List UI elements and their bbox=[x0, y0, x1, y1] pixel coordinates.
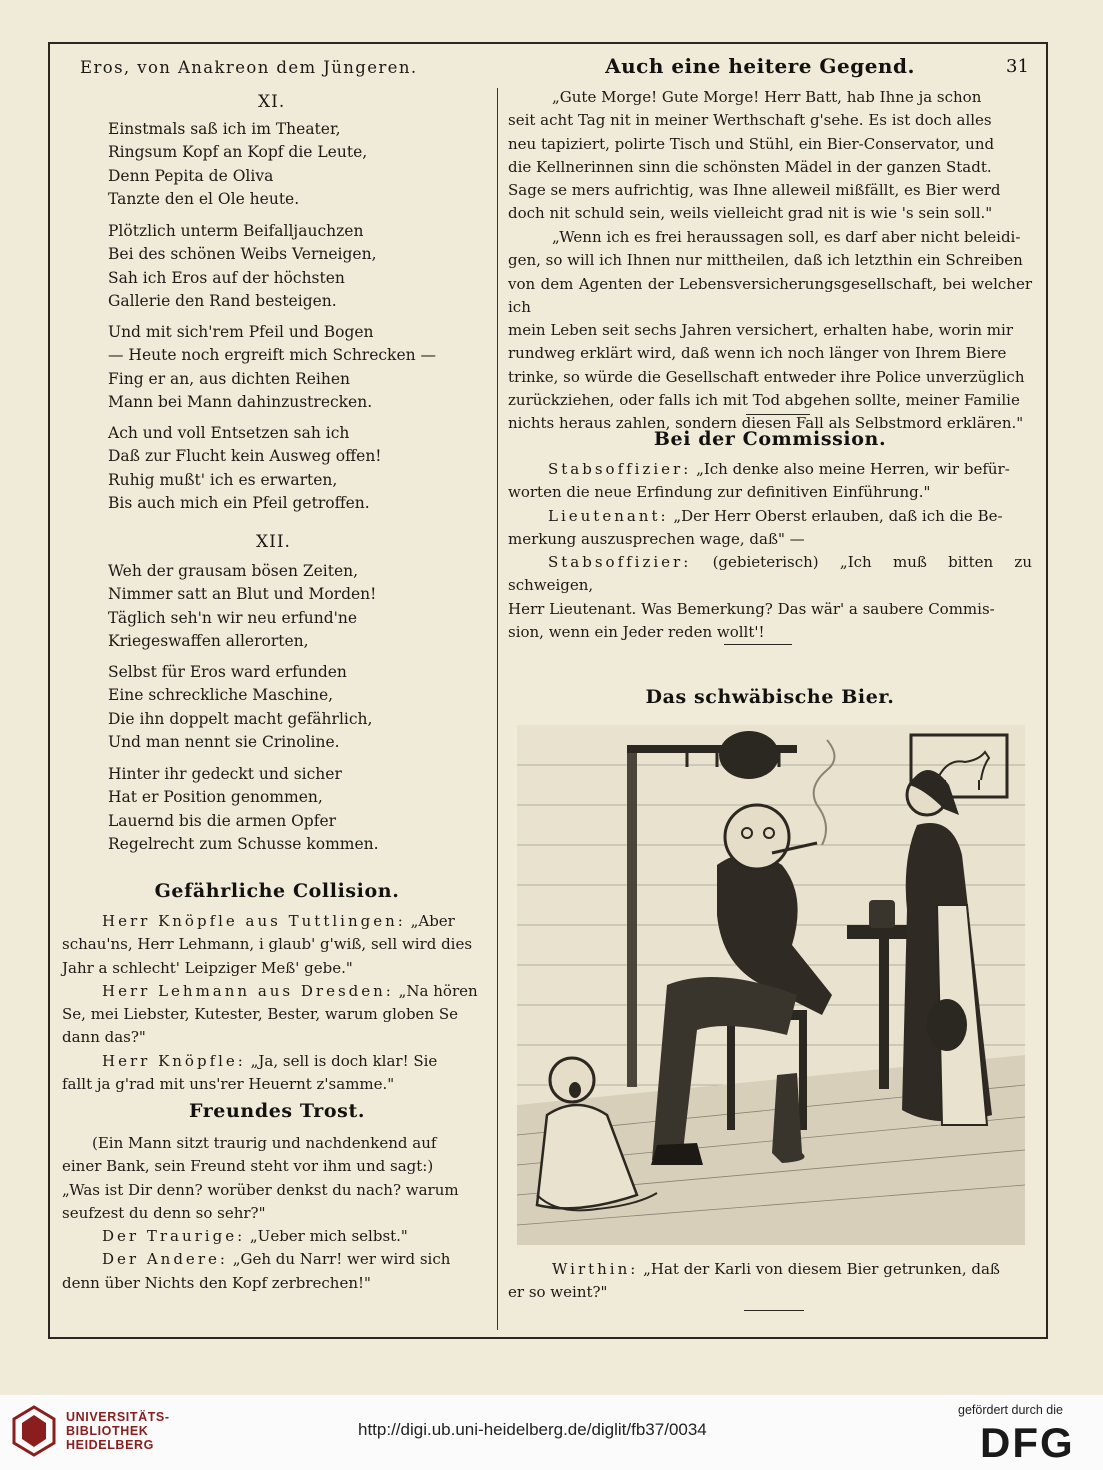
frame-left-rule bbox=[48, 42, 50, 1339]
verse-line: Gallerie den Rand besteigen. bbox=[108, 291, 337, 310]
speech-text: „Der Herr Oberst erlauben, daß ich die Be- bbox=[673, 506, 1003, 525]
prose-line: „Wenn ich es frei heraussagen soll, es darf aber nicht beleidi- bbox=[552, 228, 1021, 246]
verse-line: Einstmals saß ich im Theater, bbox=[108, 120, 341, 138]
speech-text: Se, mei Liebster, Kutester, Bester, warum globen Se bbox=[62, 1005, 459, 1024]
column-divider bbox=[497, 88, 498, 1330]
speaker-name: Wirthin: bbox=[552, 1260, 639, 1278]
speaker-name: Stabsoffizier: bbox=[548, 460, 692, 478]
dfg-logo: DFG bbox=[980, 1419, 1075, 1466]
speech-text: worten die neue Erfindung zur definitiven Einführung." bbox=[508, 483, 931, 502]
speech-text: dann das?" bbox=[62, 1028, 146, 1047]
commission-text bbox=[508, 458, 1032, 644]
verse-line: Lauernd bis die armen Opfer bbox=[108, 811, 337, 830]
trost-title: Freundes Trost. bbox=[188, 1100, 366, 1122]
speaker-name: Herr Knöpfle: bbox=[102, 1051, 246, 1070]
prose-line: doch nit schuld sein, weils vielleicht grad nit is wie 's sein soll." bbox=[508, 204, 993, 223]
poem-xi-numeral: XI. bbox=[258, 92, 286, 112]
speech-text: „Ja, sell is doch klar! Sie bbox=[250, 1051, 438, 1070]
speech-text: Jahr a schlecht' Leipziger Meß' gebe." bbox=[62, 958, 353, 977]
prose-line: trinke, so würde die Gesellschaft entweder ihre Police unverzüglich bbox=[508, 367, 1025, 386]
prose-line: gen, so will ich Ihnen nur mittheilen, daß ich letzthin ein Schreiben bbox=[508, 251, 1023, 270]
prose-line: die Kellnerinnen sinn die schönsten Mädel in der ganzen Stadt. bbox=[508, 157, 992, 176]
engraving-illustration bbox=[517, 725, 1025, 1245]
bier-title: Das schwäbische Bier. bbox=[645, 686, 895, 708]
gegend-reply bbox=[508, 226, 1032, 436]
speech-text: sion, wenn ein Jeder reden wollt'! bbox=[508, 623, 765, 642]
speech-text: merkung auszusprechen wage, daß" — bbox=[508, 529, 805, 548]
verse-line: Mann bei Mann dahinzustrecken. bbox=[108, 392, 373, 411]
speech-text: „Hat der Karli von diesem Bier getrunken, daß bbox=[643, 1260, 1000, 1278]
university-seal-icon bbox=[12, 1405, 56, 1457]
section-rule bbox=[744, 1310, 804, 1311]
funding-note: gefördert durch die bbox=[958, 1403, 1063, 1417]
verse-line: Weh der grausam bösen Zeiten, bbox=[108, 562, 359, 580]
frame-top-rule bbox=[48, 42, 1048, 44]
speech-text: (gebieterisch) „Ich muß bitten zu schweigen, bbox=[508, 553, 1032, 595]
verse-line: Kriegeswaffen allerorten, bbox=[108, 631, 309, 650]
speech-text: Herr Lieutenant. Was Bemerkung? Das wär' a saubere Commis- bbox=[508, 599, 995, 618]
poem-xi-stanza-2 bbox=[108, 220, 377, 313]
verse-line: Ringsum Kopf an Kopf die Leute, bbox=[108, 143, 368, 162]
trost-text bbox=[62, 1132, 486, 1295]
verse-line: Und man nennt sie Crinoline. bbox=[108, 732, 340, 751]
commission-title: Bei der Commission. bbox=[653, 428, 887, 450]
speaker-name: Stabsoffizier: bbox=[548, 553, 692, 572]
verse-line: Daß zur Flucht kein Ausweg offen! bbox=[108, 447, 382, 466]
viewer-footer bbox=[0, 1395, 1103, 1470]
prose-line: einer Bank, sein Freund steht vor ihm und sagt:) bbox=[62, 1157, 434, 1176]
verse-line: — Heute noch ergreift mich Schrecken — bbox=[108, 346, 437, 365]
prose-line: nichts heraus zahlen, sondern diesen Fall als Selbstmord erklären." bbox=[508, 414, 1024, 433]
speech-text: „Aber bbox=[410, 912, 455, 930]
prose-line: rundweg erklärt wird, daß wenn ich noch länger von Ihrem Biere bbox=[508, 344, 1007, 363]
verse-line: Hat er Position genommen, bbox=[108, 788, 323, 807]
speech-text: „Na hören bbox=[398, 981, 478, 1000]
prose-line: seit acht Tag nit in meiner Werthschaft g'sehe. Es ist doch alles bbox=[508, 111, 992, 130]
frame-bottom-rule bbox=[48, 1337, 1048, 1339]
verse-line: Plötzlich unterm Beifalljauchzen bbox=[108, 222, 364, 240]
speech-text: „Geh du Narr! wer wird sich bbox=[232, 1250, 451, 1269]
poem-xii-stanza-2 bbox=[108, 661, 372, 754]
speaker-name: Lieutenant: bbox=[548, 506, 669, 525]
poem-xi-stanza-4 bbox=[108, 422, 382, 515]
poem-xi-stanza-1 bbox=[108, 118, 367, 211]
verse-line: Nimmer satt an Blut und Morden! bbox=[108, 585, 377, 604]
verse-line: Ach und voll Entsetzen sah ich bbox=[108, 424, 350, 442]
bier-caption bbox=[508, 1258, 1032, 1305]
prose-line: mein Leben seit sechs Jahren versichert, erhalten habe, worin mir bbox=[508, 321, 1013, 340]
speaker-name: Der Traurige: bbox=[102, 1227, 246, 1246]
prose-line: zurückziehen, oder falls ich mit Tod abgehen sollte, meiner Familie bbox=[508, 391, 1020, 410]
prose-line: neu tapiziert, polirte Tisch und Stühl, ein Bier-Conservator, und bbox=[508, 134, 995, 153]
verse-line: Bei des schönen Weibs Verneigen, bbox=[108, 245, 377, 264]
section-rule bbox=[724, 644, 792, 645]
verse-line: Tanzte den el Ole heute. bbox=[108, 189, 300, 208]
logo-line: UNIVERSITÄTS- bbox=[66, 1410, 170, 1424]
running-head-left: Eros, von Anakreon dem Jüngeren. bbox=[80, 58, 418, 77]
running-head-center: Auch eine heitere Gegend. bbox=[605, 54, 915, 78]
section-rule bbox=[746, 414, 810, 415]
logo-line: BIBLIOTHEK bbox=[66, 1424, 149, 1438]
speech-text: „Ich denke also meine Herren, wir befür- bbox=[696, 460, 1010, 478]
gegend-text bbox=[508, 86, 1032, 226]
poem-xi-stanza-3 bbox=[108, 321, 436, 414]
poem-xii-stanza-3 bbox=[108, 763, 379, 856]
library-logo-text bbox=[66, 1410, 170, 1452]
verse-line: Bis auch mich ein Pfeil getroffen. bbox=[108, 493, 370, 512]
verse-line: Eine schreckliche Maschine, bbox=[108, 686, 334, 705]
speaker-name: Herr Knöpfle aus Tuttlingen: bbox=[102, 912, 406, 930]
prose-line: „Gute Morge! Gute Morge! Herr Batt, hab Ihne ja schon bbox=[552, 88, 982, 106]
verse-line: Ruhig mußt' ich es erwarten, bbox=[108, 470, 338, 489]
verse-line: Fing er an, aus dichten Reihen bbox=[108, 369, 351, 388]
permalink-url[interactable]: http://digi.ub.uni-heidelberg.de/diglit/fb37/0034 bbox=[358, 1420, 707, 1439]
speaker-name: Der Andere: bbox=[102, 1250, 228, 1269]
speech-text: schau'ns, Herr Lehmann, i glaub' g'wiß, sell wird dies bbox=[62, 935, 473, 954]
speech-text: er so weint?" bbox=[508, 1283, 608, 1302]
verse-line: Denn Pepita de Oliva bbox=[108, 166, 274, 185]
poem-xii-numeral: XII. bbox=[256, 532, 291, 552]
verse-line: Sah ich Eros auf der höchsten bbox=[108, 268, 345, 287]
verse-line: Und mit sich'rem Pfeil und Bogen bbox=[108, 323, 374, 341]
prose-line: von dem Agenten der Lebensversicherungsgesellschaft, bei welcher ich bbox=[508, 274, 1032, 316]
collision-text bbox=[62, 910, 486, 1096]
prose-line: Sage se mers aufrichtig, was Ihne alleweil mißfällt, es Bier werd bbox=[508, 181, 1001, 200]
prose-line: seufzest du denn so sehr?" bbox=[62, 1203, 266, 1222]
verse-line: Die ihn doppelt macht gefährlich, bbox=[108, 709, 373, 728]
speech-text: fallt ja g'rad mit uns'rer Heuernt z'samme." bbox=[62, 1075, 395, 1094]
prose-line: (Ein Mann sitzt traurig und nachdenkend auf bbox=[92, 1134, 437, 1152]
logo-line: HEIDELBERG bbox=[66, 1438, 154, 1452]
verse-line: Hinter ihr gedeckt und sicher bbox=[108, 765, 342, 783]
poem-xii-stanza-1 bbox=[108, 560, 376, 653]
prose-line: „Was ist Dir denn? worüber denkst du nach? warum bbox=[62, 1180, 459, 1199]
verse-line: Täglich seh'n wir neu erfund'ne bbox=[108, 608, 358, 627]
collision-title: Gefährliche Collision. bbox=[154, 880, 400, 902]
prose-line: denn über Nichts den Kopf zerbrechen!" bbox=[62, 1273, 371, 1292]
frame-right-rule bbox=[1046, 42, 1048, 1339]
verse-line: Selbst für Eros ward erfunden bbox=[108, 663, 347, 681]
speech-text: „Ueber mich selbst." bbox=[249, 1227, 408, 1246]
page-number: 31 bbox=[1006, 56, 1029, 77]
speaker-name: Herr Lehmann aus Dresden: bbox=[102, 981, 394, 1000]
verse-line: Regelrecht zum Schusse kommen. bbox=[108, 834, 379, 853]
